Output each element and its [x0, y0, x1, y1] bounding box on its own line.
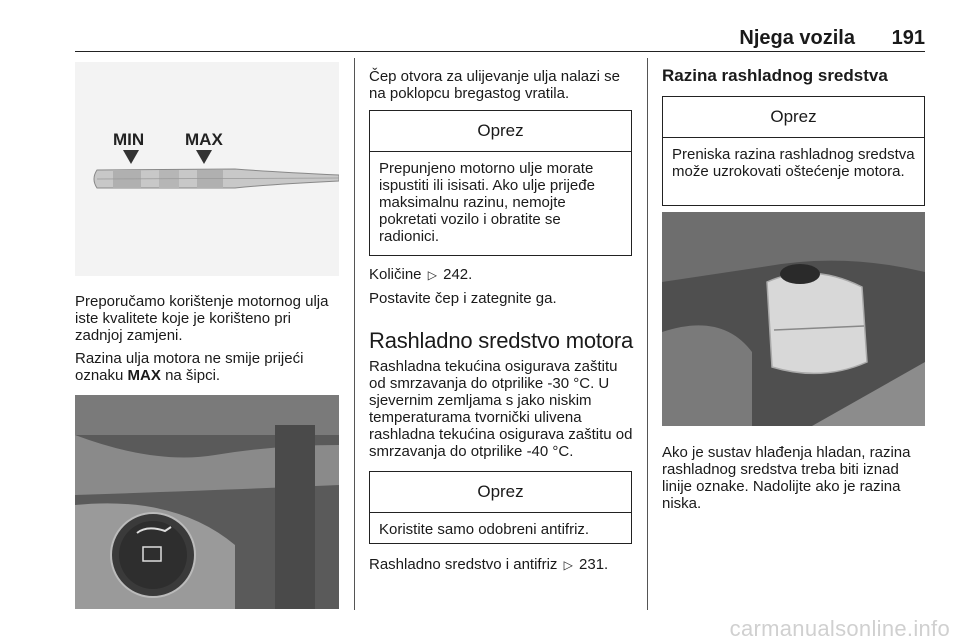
caution-body: Koristite samo odobreni antifriz.	[379, 521, 590, 538]
photo-region	[662, 325, 752, 426]
col3-text	[662, 444, 927, 512]
dipstick-max-label: MAX	[185, 130, 223, 149]
arrow-reference-icon: ▷	[427, 268, 437, 282]
reference-page: 242.	[443, 266, 473, 283]
reservoir-cap	[780, 264, 820, 284]
column-divider	[647, 58, 648, 610]
column-divider	[354, 58, 355, 610]
min-marker-icon	[123, 150, 139, 164]
watermark: carmanualsonline.info	[729, 616, 950, 641]
dipstick-band	[197, 170, 223, 188]
paragraph: Ako je sustav hlađenja hladan, razina rashladnog sredstva treba biti iznad linije oznake. Nadolijte ako je razina niska.	[662, 444, 911, 512]
caution-body: Prepunjeno motorno ulje morate ispustiti ili isisati. Ako ulje prijeđe maksimalnu razinu, nemojte pokretati vozilo i obratite se radionici.	[379, 160, 595, 245]
coolant-reservoir-photo	[662, 212, 925, 426]
text-run: na šipci.	[165, 367, 221, 384]
page-number: 191	[891, 27, 925, 49]
oil-cap-photo	[75, 395, 339, 609]
caution-box-overfill	[369, 110, 632, 256]
cross-reference	[369, 266, 634, 284]
col2-coolant-text	[369, 358, 634, 460]
caution-title: Oprez	[663, 97, 924, 138]
dipstick-illustration	[75, 62, 339, 276]
caution-title: Oprez	[370, 472, 631, 513]
paragraph: Preporučamo korištenje motornog ulja iste kvalitete koje je korišteno pri zadnjoj zamjeni.	[75, 293, 329, 344]
bold-term: MAX	[127, 367, 161, 384]
dipstick-min-label: MIN	[113, 130, 145, 149]
paragraph	[75, 350, 340, 384]
oil-cap-inner	[119, 521, 187, 589]
reference-page: 231.	[579, 556, 609, 573]
text-run: Razina ulja motora ne smije prijeći oznaku	[75, 350, 304, 384]
col2-intro	[369, 68, 634, 102]
paragraph: Postavite čep i zategnite ga.	[369, 290, 557, 307]
section-heading: Rashladno sredstvo motora	[369, 328, 634, 353]
col1-text	[75, 293, 340, 384]
col2-ref2	[369, 556, 634, 574]
paragraph: Čep otvora za ulijevanje ulja nalazi se na poklopcu bregastog vratila.	[369, 68, 620, 102]
paragraph: Rashladna tekućina osigurava zaštitu od smrzavanja do otprilike -30 °C. U sjevernim zemljama s jako niskim temperaturama tvornički ulivena rashladna tekućina osigurava zaštitu od smrzavanja do otprilike -40 °C.	[369, 358, 633, 460]
caution-box-antifreeze	[369, 471, 632, 544]
max-marker-icon	[196, 150, 212, 164]
photo-region	[275, 425, 315, 609]
page-header	[75, 25, 925, 52]
caution-title: Oprez	[370, 111, 631, 152]
col2-refs	[369, 266, 634, 307]
section-title: Njega vozila	[739, 27, 855, 49]
arrow-reference-icon: ▷	[563, 558, 573, 572]
reference-label: Količine	[369, 266, 422, 283]
caution-box-low-coolant	[662, 96, 925, 206]
coolant-reservoir	[767, 273, 867, 373]
reference-label: Rashladno sredstvo i antifriz	[369, 556, 558, 573]
cross-reference	[369, 556, 634, 574]
caution-body: Preniska razina rashladnog sredstva može uzrokovati oštećenje motora.	[672, 146, 915, 180]
subsection-heading: Razina rashladnog sredstva	[662, 66, 888, 85]
